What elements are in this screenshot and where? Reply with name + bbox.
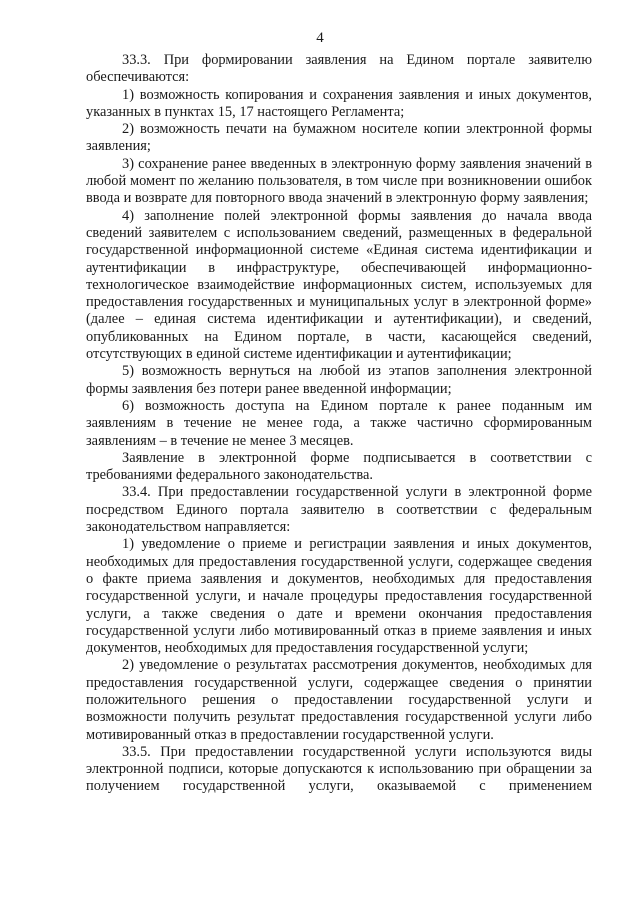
list-item-notice-1: 1) уведомление о приеме и регистрации заявления и иных документов, необходимых для предоставления государственной услуги, содержащее сведения о факте приема заявления и документов, необходимых для предоставления государственной услуги, и начале процедуры предоставления государственной услуги, а также сведения о дате и времени окончания предоставления государственной услуги либо мотивированный отказ в приеме заявления и иных документов, необходимых для предоставления государственной услуги; bbox=[86, 536, 592, 657]
list-item-2: 2) возможность печати на бумажном носителе копии электронной формы заявления; bbox=[86, 121, 592, 155]
paragraph-33-4: 33.4. При предоставлении государственной услуги в электронной форме посредством Единого портала заявителю в соответствии с федеральным законодательством направляется: bbox=[86, 484, 592, 536]
list-item-6: 6) возможность доступа на Едином портале к ранее поданным им заявлениям в течение не менее года, а также частично сформированным заявлениям – в течение не менее 3 месяцев. bbox=[86, 397, 592, 449]
paragraph-33-3: 33.3. При формировании заявления на Едином портале заявителю обеспечиваются: bbox=[86, 52, 592, 86]
list-item-4: 4) заполнение полей электронной формы заявления до начала ввода сведений заявителем с использованием сведений, размещенных в федеральной государственной информационной системе «Единая система идентификации и аутентификации в инфраструктуре, обеспечивающей информационно-технологическое взаимодействие информационных систем, используемых для предоставления государственных и муниципальных услуг в электронной форме» (далее – единая система идентификации и аутентификации), и сведений, опубликованных на Едином портале, в части, касающейся сведений, отсутствующих в единой системе идентификации и аутентификации; bbox=[86, 207, 592, 363]
list-item-5: 5) возможность вернуться на любой из этапов заполнения электронной формы заявления без потери ранее введенной информации; bbox=[86, 363, 592, 397]
paragraph-signature: Заявление в электронной форме подписывается в соответствии с требованиями федерального законодательства. bbox=[86, 449, 592, 484]
page-number: 4 bbox=[316, 30, 324, 46]
paragraph-33-5: 33.5. При предоставлении государственной услуги используются виды электронной подписи, которые допускаются к использованию при обращении за получением государственной услуги, оказываемой с применением bbox=[86, 743, 592, 795]
list-item-3: 3) сохранение ранее введенных в электронную форму заявления значений в любой момент по желанию пользователя, в том числе при возникновении ошибок ввода и возврате для повторного ввода значений в электронную форму заявления; bbox=[86, 155, 592, 207]
list-item-1: 1) возможность копирования и сохранения заявления и иных документов, указанных в пунктах 15, 17 настоящего Регламента; bbox=[86, 86, 592, 120]
list-item-notice-2: 2) уведомление о результатах рассмотрения документов, необходимых для предоставления государственной услуги, содержащее сведения о принятии положительного решения о предоставлении государственной услуги и возможности получить результат предоставления государственной услуги либо мотивированный отказ в предоставлении государственной услуги. bbox=[86, 657, 592, 743]
document-body bbox=[86, 52, 592, 796]
